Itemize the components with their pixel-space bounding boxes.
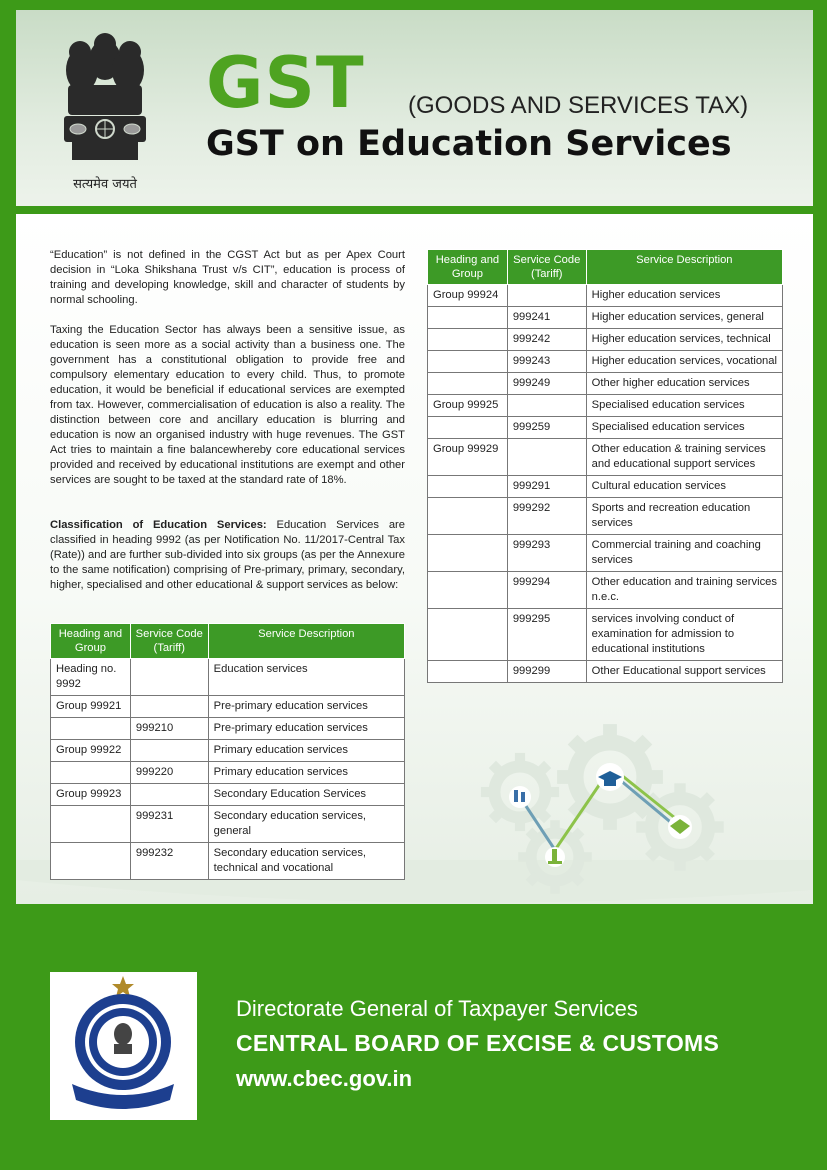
cell-group (428, 329, 508, 351)
cell-code: 999232 (130, 843, 208, 880)
table-row (428, 395, 783, 417)
cell-code: 999299 (507, 661, 586, 683)
cell-group (428, 417, 508, 439)
cell-description: Cultural education services (586, 476, 782, 498)
column-header-group: Heading and Group (51, 624, 131, 659)
cell-group (51, 806, 131, 843)
cell-description: Other higher education services (586, 373, 782, 395)
cell-group (428, 609, 508, 661)
gst-heading: GST (206, 42, 365, 124)
cell-description: Other education & training services and educational support services (586, 439, 782, 476)
graduation-cap-icon (596, 763, 624, 791)
footer-directorate: Directorate General of Taxpayer Services (236, 996, 638, 1021)
cell-code: 999259 (507, 417, 586, 439)
cell-code: 999210 (130, 718, 208, 740)
cell-description: Secondary education services, general (208, 806, 404, 843)
cbec-seal-box (50, 972, 197, 1120)
book-icon (668, 815, 692, 839)
cell-code: 999249 (507, 373, 586, 395)
cell-code (507, 285, 586, 307)
cell-description: Specialised education services (586, 417, 782, 439)
table-row (51, 696, 405, 718)
cell-group (428, 476, 508, 498)
cell-group (428, 572, 508, 609)
cell-description: Sports and recreation education services (586, 498, 782, 535)
table-row (51, 843, 405, 880)
column-header-description: Service Description (208, 624, 404, 659)
table-row (51, 740, 405, 762)
education-gears-illustration (480, 722, 730, 897)
microscope-icon (545, 847, 565, 867)
footer-board: CENTRAL BOARD OF EXCISE & CUSTOMS (236, 1030, 720, 1056)
cell-code: 999291 (507, 476, 586, 498)
table-row (51, 762, 405, 784)
column-header-code: Service Code (Tariff) (130, 624, 208, 659)
national-emblem (50, 30, 160, 198)
classification-heading: Classification of Education Services: (50, 519, 267, 531)
cell-description: Other education and training services n.e.c. (586, 572, 782, 609)
cell-description: Pre-primary education services (208, 718, 404, 740)
table-row (428, 572, 783, 609)
cell-group: Group 99929 (428, 439, 508, 476)
education-services-table-left (50, 623, 405, 880)
cell-description: Education services (208, 659, 404, 696)
cell-code: 999293 (507, 535, 586, 572)
cell-code: 999294 (507, 572, 586, 609)
emblem-motto: सत्यमेव जयते (73, 177, 137, 192)
cell-description: Other Educational support services (586, 661, 782, 683)
cell-group (428, 535, 508, 572)
cell-code: 999241 (507, 307, 586, 329)
column-header-description: Service Description (586, 250, 782, 285)
table-row (428, 329, 783, 351)
cell-description: Secondary education services, technical and vocational (208, 843, 404, 880)
cell-description: Higher education services, technical (586, 329, 782, 351)
cell-code: 999231 (130, 806, 208, 843)
table-row (428, 307, 783, 329)
footer-website-link[interactable]: www.cbec.gov.in (236, 1066, 413, 1091)
table-row (428, 439, 783, 476)
table-row (51, 806, 405, 843)
table-header-row (428, 250, 783, 285)
cell-description: Specialised education services (586, 395, 782, 417)
table-header-row (51, 624, 405, 659)
page-title: GST on Education Services (206, 124, 732, 164)
cell-description: Higher education services, general (586, 307, 782, 329)
cell-code: 999242 (507, 329, 586, 351)
table-row (428, 417, 783, 439)
cell-description: Higher education services (586, 285, 782, 307)
cell-group (428, 351, 508, 373)
cell-code (130, 659, 208, 696)
cell-group (428, 661, 508, 683)
cell-code (130, 740, 208, 762)
table-row (428, 498, 783, 535)
cell-description: Primary education services (208, 740, 404, 762)
cell-code: 999292 (507, 498, 586, 535)
gst-full-form: (GOODS AND SERVICES TAX) (408, 92, 749, 119)
cell-code (130, 784, 208, 806)
cell-group (428, 498, 508, 535)
table-row (428, 351, 783, 373)
cell-group (51, 762, 131, 784)
intro-paragraph-2: Taxing the Education Sector has always been a sensitive issue, as education is seen more as a social activity than a business one. The government has a constitutional obligation to provide free and compulsory elementary education to every child. Thus, to promote education, it would be beneficial if educational services are exempted from tax. However, commercialisation of education is also a reality. The distinction between core and ancillary education is blurring and education is now an organised industry with huge revenues. The GST Act tries to maintain a fine balancewhereby core educational services provided and received by educational institutions are exempt and other services are sought to be taxed at the standard rate of 18%. (50, 324, 405, 486)
cell-description: services involving conduct of examination for admission to educational institutions (586, 609, 782, 661)
cell-code (130, 696, 208, 718)
cell-group (428, 307, 508, 329)
cell-code: 999243 (507, 351, 586, 373)
intro-paragraph-1: “Education” is not defined in the CGST Act but as per Apex Court decision in “Loka Shikshana Trust v/s CIT”, education is process of training and developing knowledge, skill and character of students by normal schooling. (50, 249, 405, 306)
table-row (428, 285, 783, 307)
cell-code (507, 395, 586, 417)
intro-paragraph-3 (50, 518, 405, 593)
cell-description: Secondary Education Services (208, 784, 404, 806)
cell-description: Commercial training and coaching services (586, 535, 782, 572)
cell-code: 999295 (507, 609, 586, 661)
column-header-group: Heading and Group (428, 250, 508, 285)
table-row (51, 718, 405, 740)
table-row (51, 784, 405, 806)
table-row (428, 609, 783, 661)
column-header-code: Service Code (Tariff) (507, 250, 586, 285)
cell-description: Primary education services (208, 762, 404, 784)
cell-group: Group 99921 (51, 696, 131, 718)
cell-code: 999220 (130, 762, 208, 784)
education-services-table-right (427, 249, 783, 683)
classification-body: Education Services are classified in heading 9992 (as per Notification No. 11/2017-Central Tax (Rate)) and are further sub-divided into six groups (as per the Annexure to the same notification) comprising of Pre-primary, primary, secondary, higher, specialised and other educational & support services as below: (50, 519, 405, 591)
cell-group: Group 99925 (428, 395, 508, 417)
cell-group: Group 99923 (51, 784, 131, 806)
table-row (428, 661, 783, 683)
cell-group (428, 373, 508, 395)
cell-group (51, 718, 131, 740)
table-row (51, 659, 405, 696)
lion-capital-icon (50, 30, 160, 170)
table-row (428, 535, 783, 572)
cell-group: Group 99924 (428, 285, 508, 307)
cell-description: Pre-primary education services (208, 696, 404, 718)
header-divider (16, 206, 813, 214)
cell-group (51, 843, 131, 880)
table-row (428, 476, 783, 498)
cell-group: Group 99922 (51, 740, 131, 762)
cell-group: Heading no. 9992 (51, 659, 131, 696)
cbec-seal-logo (50, 972, 197, 1120)
cell-description: Higher education services, vocational (586, 351, 782, 373)
cell-code (507, 439, 586, 476)
table-row (428, 373, 783, 395)
flask-icon (509, 786, 531, 808)
